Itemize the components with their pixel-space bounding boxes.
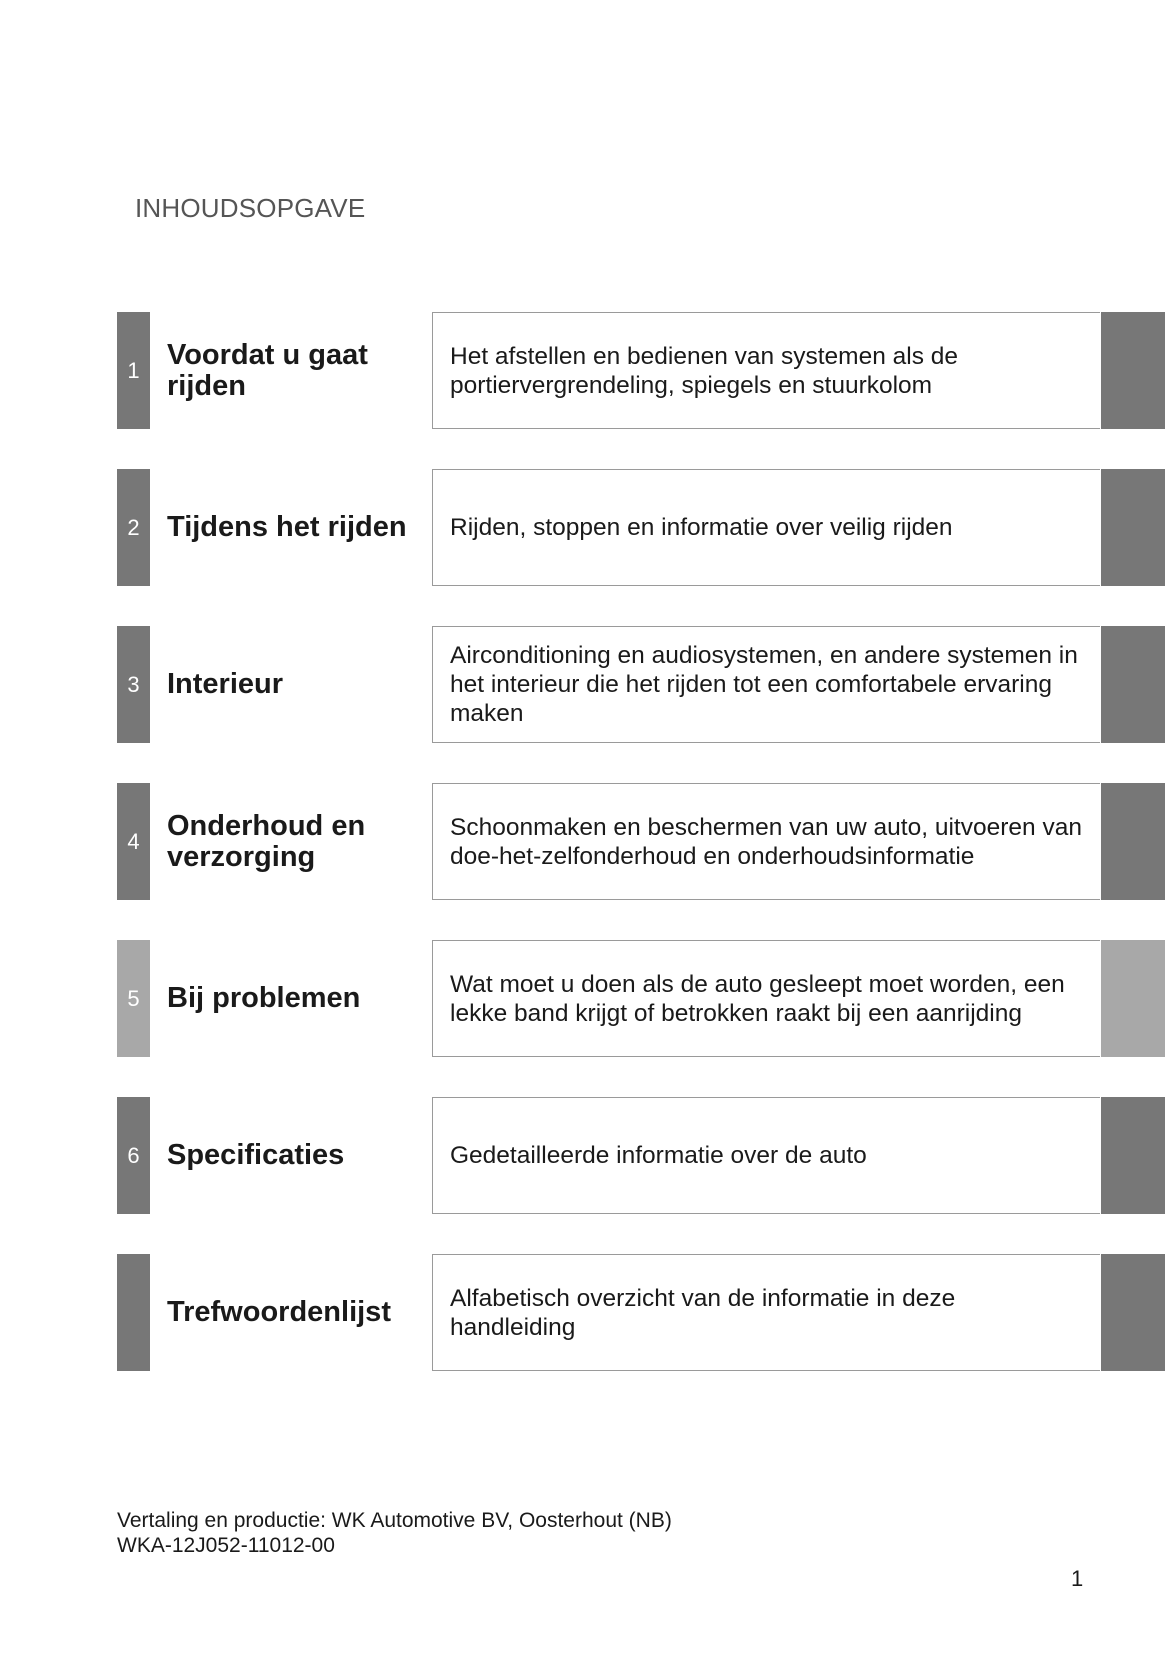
chapter-title[interactable]: Onderhoud en verzorging <box>167 809 366 873</box>
chapter-number-tab: 2 <box>117 469 150 586</box>
chapter-side-tab[interactable] <box>1101 626 1165 743</box>
chapter-title[interactable]: Voordat u gaat rijden <box>167 338 368 402</box>
chapter-description-box <box>432 626 1100 743</box>
chapter-description-box <box>432 940 1100 1057</box>
toc-row-4[interactable] <box>117 783 1165 900</box>
chapter-description-box <box>432 469 1100 586</box>
chapter-number-tab <box>117 1254 150 1371</box>
footer <box>117 1508 672 1558</box>
page-number: 1 <box>1071 1566 1084 1591</box>
chapter-description: Wat moet u doen als de auto gesleept moet worden, een lekke band krijgt of betrokken raakt bij een aanrijding <box>450 970 1065 1027</box>
chapter-title[interactable]: Specificaties <box>167 1139 345 1171</box>
toc-row-index[interactable] <box>117 1254 1165 1371</box>
chapter-title[interactable]: Interieur <box>167 668 284 700</box>
chapter-side-tab[interactable] <box>1101 469 1165 586</box>
table-of-contents <box>117 312 1165 1411</box>
chapter-description: Het afstellen en bedienen van systemen als de portiervergrendeling, spiegels en stuurkolom <box>450 342 959 399</box>
toc-row-3[interactable] <box>117 626 1165 743</box>
footer-document-code: WKA-12J052-11012-00 <box>117 1534 335 1557</box>
chapter-side-tab[interactable] <box>1101 1097 1165 1214</box>
toc-row-1[interactable] <box>117 312 1165 429</box>
chapter-title[interactable]: Trefwoordenlijst <box>167 1296 391 1328</box>
chapter-title[interactable]: Tijdens het rijden <box>167 511 407 543</box>
chapter-description: Alfabetisch overzicht van de informatie in deze handleiding <box>450 1284 956 1341</box>
chapter-description-box <box>432 1097 1100 1214</box>
chapter-number-tab: 6 <box>117 1097 150 1214</box>
chapter-side-tab[interactable] <box>1101 1254 1165 1371</box>
chapter-number-tab: 4 <box>117 783 150 900</box>
chapter-side-tab[interactable] <box>1101 312 1165 429</box>
chapter-description: Gedetailleerde informatie over de auto <box>450 1142 867 1169</box>
chapter-description: Rijden, stoppen en informatie over veilig rijden <box>450 514 953 541</box>
chapter-description: Schoonmaken en beschermen van uw auto, uitvoeren van doe-het-zelfonderhoud en onderhoudsinformatie <box>450 813 1082 870</box>
chapter-description-box <box>432 1254 1100 1371</box>
chapter-number-tab: 1 <box>117 312 150 429</box>
chapter-description: Airconditioning en audiosystemen, en andere systemen in het interieur die het rijden tot een comfortabele ervaring maken <box>450 642 1078 727</box>
chapter-side-tab[interactable] <box>1101 940 1165 1057</box>
footer-credits: Vertaling en productie: WK Automotive BV, Oosterhout (NB) <box>117 1509 672 1532</box>
chapter-side-tab[interactable] <box>1101 783 1165 900</box>
page-title: INHOUDSOPGAVE <box>135 193 366 223</box>
toc-row-5[interactable] <box>117 940 1165 1057</box>
chapter-number-tab: 5 <box>117 940 150 1057</box>
chapter-description-box <box>432 783 1100 900</box>
chapter-number-tab: 3 <box>117 626 150 743</box>
chapter-description-box <box>432 312 1100 429</box>
toc-row-6[interactable] <box>117 1097 1165 1214</box>
chapter-title[interactable]: Bij problemen <box>167 982 361 1014</box>
toc-row-2[interactable] <box>117 469 1165 586</box>
